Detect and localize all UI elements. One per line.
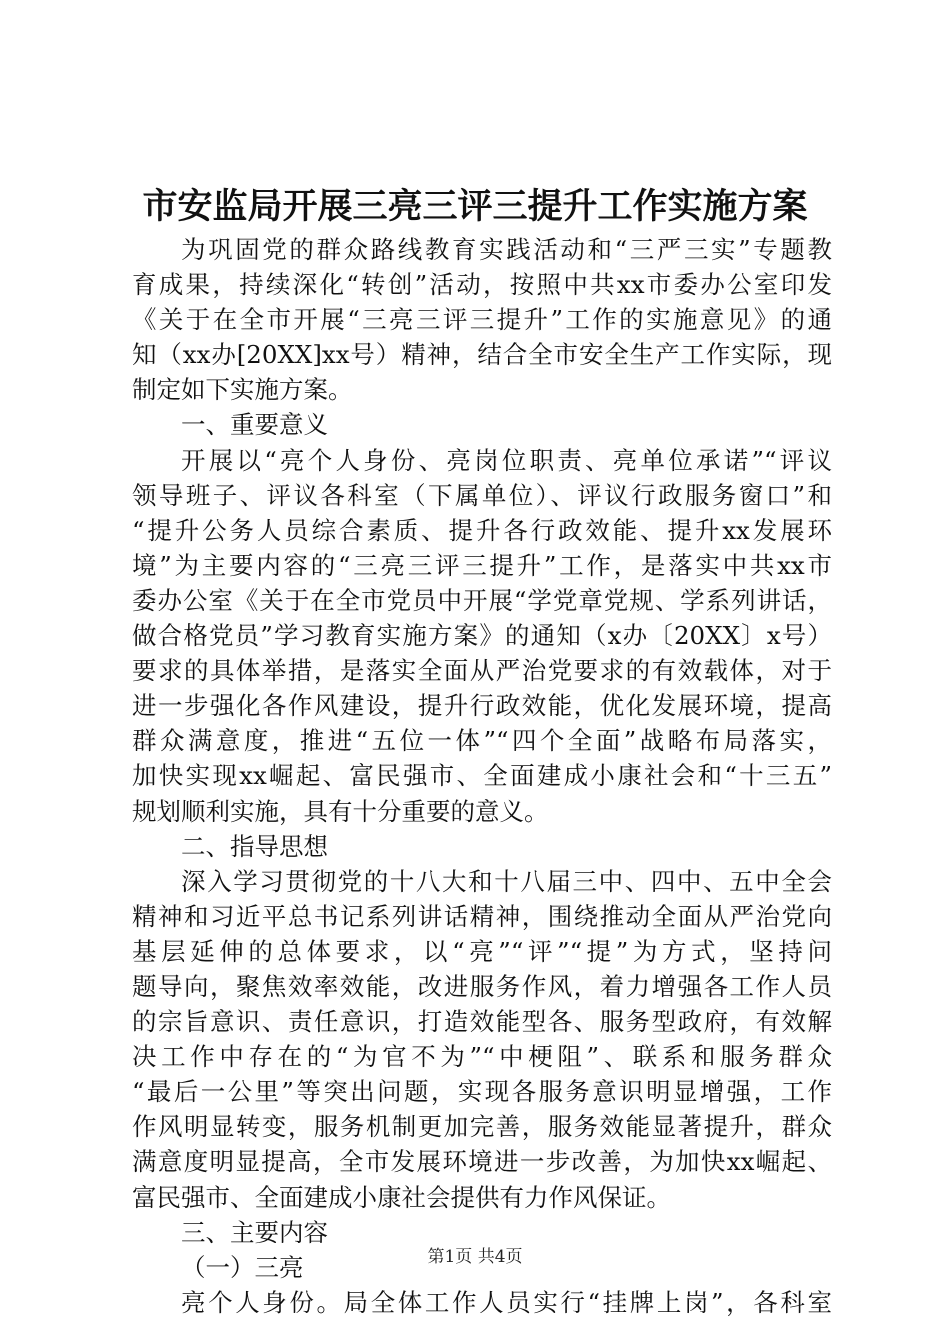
paragraph-line: 精神和习近平总书记系列讲话精神，围绕推动全面从严治党向 [132,901,832,931]
paragraph-line: 决工作中存在的“为官不为”“中梗阻”、联系和服务群众 [132,1042,832,1072]
paragraph-line: 制定如下实施方案。 [132,375,353,405]
paragraph-line: 富民强市、全面建成小康社会提供有力作风保证。 [132,1182,671,1212]
section-heading: 一、重要意义 [181,410,328,440]
paragraph-line: 开展以“亮个人身份、亮岗位职责、亮单位承诺”“评议 [181,445,832,475]
paragraph-line: 进一步强化各作风建设，提升行政效能，优化发展环境，提高 [132,691,832,721]
subsection-heading: （一）三亮 [181,1252,304,1282]
paragraph-line: 为巩固党的群众路线教育实践活动和“三严三实”专题教 [181,235,832,264]
paragraph-line: 领导班子、评议各科室（下属单位）、评议行政服务窗口”和 [132,480,832,510]
document-body [132,232,832,1320]
paragraph-line: 《关于在全市开展“三亮三评三提升”工作的实施意见》的通 [132,305,832,335]
paragraph-line: 规划顺利实施，具有十分重要的意义。 [132,796,549,826]
paragraph-line: 育成果，持续深化“转创”活动，按照中共xx市委办公室印发 [132,270,832,300]
paragraph-line: 深入学习贯彻党的十八大和十八届三中、四中、五中全会 [181,866,832,896]
paragraph-line: 题导向，聚焦效率效能，改进服务作风，着力增强各工作人员 [132,971,832,1001]
paragraph-line: 加快实现xx崛起、富民强市、全面建成小康社会和“十三五” [132,761,832,791]
page-footer: 第1页 共4页 [427,1247,523,1267]
paragraph-line: “最后一公里”等突出问题，实现各服务意识明显增强，工作 [132,1077,832,1107]
section-heading: 三、主要内容 [181,1217,328,1247]
paragraph-line: “提升公务人员综合素质、提升各行政效能、提升xx发展环 [132,515,832,545]
paragraph-line: 委办公室《关于在全市党员中开展“学党章党规、学系列讲话， [132,585,832,615]
paragraph-line: 基层延伸的总体要求，以“亮”“评”“提”为方式，坚持问 [132,936,832,966]
paragraph-line: 知（xx办[20XX]xx号）精神，结合全市安全生产工作实际，现 [132,340,832,370]
paragraph-line: 满意度明显提高，全市发展环境进一步改善，为加快xx崛起、 [132,1147,832,1177]
paragraph-line: 要求的具体举措，是落实全面从严治党要求的有效载体，对于 [132,656,832,686]
paragraph-line: 做合格党员”学习教育实施方案》的通知（x办〔20XX〕x号） [132,621,832,651]
paragraph-line: 的宗旨意识、责任意识，打造效能型各、服务型政府，有效解 [132,1007,832,1037]
document-title: 市安监局开展三亮三评三提升工作实施方案 [142,186,808,227]
paragraph-line: 作风明显转变，服务机制更加完善，服务效能显著提升，群众 [132,1112,832,1142]
section-heading: 二、指导思想 [181,831,328,861]
paragraph-line: 亮个人身份。局全体工作人员实行“挂牌上岗”，各科室 [181,1287,832,1317]
paragraph-line: 群众满意度，推进“五位一体”“四个全面”战略布局落实， [132,726,832,756]
paragraph-line: 境”为主要内容的“三亮三评三提升”工作，是落实中共xx市 [132,550,832,580]
